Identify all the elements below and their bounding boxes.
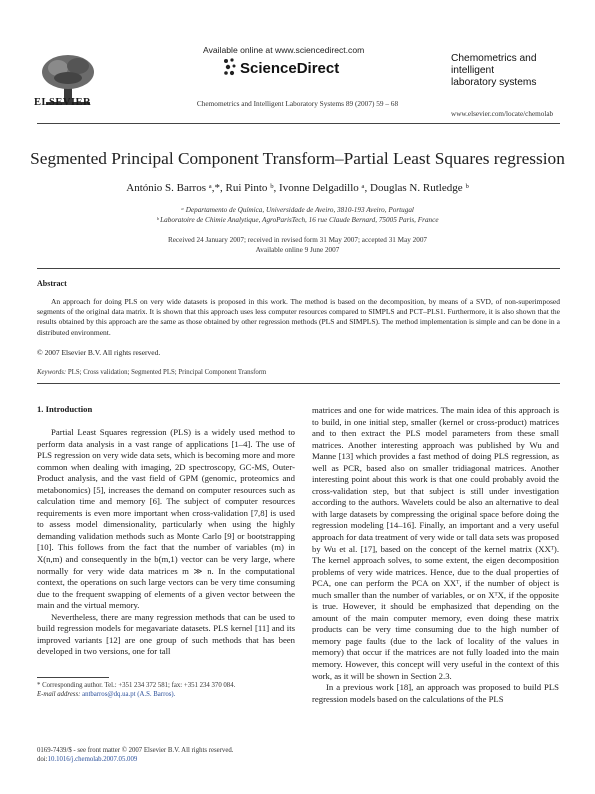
abstract-bottom-rule	[37, 383, 560, 384]
journal-brand-line-2: intelligent	[451, 65, 495, 76]
available-online-text[interactable]: Available online at www.sciencedirect.com	[203, 45, 365, 55]
author-list: António S. Barros ᵃ,*, Rui Pinto ᵇ, Ivonne Delgadillo ᵃ, Douglas N. Rutledge ᵇ	[126, 182, 469, 194]
received-dates: Received 24 January 2007; received in revised form 31 May 2007; accepted 31 May 2007	[167, 236, 428, 244]
doi-label: doi:	[37, 756, 48, 764]
intro-paragraph-3: matrices and one for wide matrices. The main idea of this approach is to build, in one initial step, smaller (kernel or cross-product) matrices and to then extract the PLS model parameters from these small matrices. Another interesting approach was published by Wu and Manne [13] which provides a fast method of doing PLS regression, as well as PCR, based also on smaller tridiagonal matrices. Another interesting point about this work is that one could probably avoid the cross-validation step, but that subject is still under investigation according to the authors. Wavelets could be also an alternative to deal with large datasets by compressing the original space before doing the regression modeling [14–16]. Finally, an important and a very useful approach for data treatment of very wide or tall data sets was proposed by Wu et al. [17], based on the concept of the kernel matrix (XXᵀ). The kernel approach solves, to some extent, the eigen decomposition problems of very wide matrices. Hence, due to the dual properties of PCA, one can perform the PCA on XXᵀ, if the number of object is much smaller than the number of variables, or on XᵀX, if the opposite is true. However, it should be emphasized that depending on the amount of the main computer memory, even doing these matrix products can be very time consuming due to the high number of memory page faults (due to the lack of locality of the values in memory) that occur if the matrices are not fully loaded into the main memory. However, this concept will very useful in the context of this work, as it will be shown in Section 2.3.	[312, 405, 559, 681]
affiliation-b: ᵇ Laboratoire de Chimie Analytique, AgroParisTech, 16 rue Claude Bernard, 75005 Paris, France	[156, 216, 439, 224]
available-date: Available online 9 June 2007	[255, 246, 340, 254]
corresponding-author-note: * Corresponding author. Tel.: +351 234 372 581; fax: +351 234 370 084.	[37, 682, 236, 689]
journal-brand	[451, 53, 537, 89]
article-identifiers	[37, 746, 233, 765]
abstract-body: An approach for doing PLS on very wide datasets is proposed in this work. The method is based on the decomposition, by means of a SVD, of non-superimposed segments of the original data matrix. It is shown that this approach uses less computer resources compared to SIMPLS and PCT–PLS1. Furthermore, it is also shown that the results obtained by this approach are the same as those obtained by other regression methods (PLS and SIMPLS). The method implementation is simple and can be done in a distributed environment.	[37, 297, 560, 337]
article-title: Segmented Principal Component Transform–Partial Least Squares regression	[30, 149, 565, 168]
footnote	[37, 681, 297, 700]
intro-paragraph-2: Nevertheless, there are many regression methods that can be used to build regression models for megavariate datasets. PLS kernel [11] and its improved variants [12] are one group of such methods that has been developed in two versions, one for tall	[37, 611, 295, 657]
header-rule	[37, 123, 560, 124]
keywords-label: Keywords:	[37, 369, 67, 376]
keywords-list: PLS; Cross validation; Segmented PLS; Principal Component Transform	[67, 369, 267, 376]
intro-paragraph-4: In a previous work [18], an approach was proposed to build PLS regression models based on the calculations of the PLS	[312, 682, 559, 704]
sciencedirect-brand: ScienceDirect	[240, 60, 340, 77]
abstract-top-rule	[37, 268, 560, 269]
keywords	[37, 369, 266, 376]
sciencedirect-mark-icon	[222, 57, 238, 79]
section-heading-introduction: 1. Introduction	[37, 404, 93, 414]
publisher-name: ELSEVIER	[34, 97, 92, 108]
footnote-rule	[37, 677, 109, 678]
intro-paragraph-1: Partial Least Squares regression (PLS) is a widely used method to perform data analysis in a vast range of applications [1–4]. The use of PLS regression on very wide data sets, which is becoming more and more common when dealing with imaging, 2D spectroscopy, GC-MS, Outer-Product analysis, and the vast field of GPM (genomic, proteomics and metabonomics) [5], increases the demand on computer resources such as calculation time and memory [6]. The subject of computer resources requirements is even more important when cross-validation [7,8] is used to assess model dimensionality, particularly when using the highly demanding validation methods such as Monte Carlo [9] or bootstrapping [10]. This follows from the fact that the number of variables (m) in X(n,m) and consequently in the b(m,1) vector can be very large, where normally for very wide data matrices m ≫ n. In the computational context, the operations on such large vectors can be very time consuming due to the frequent swapping of elements of a given vector between the main and the virtual memory.	[37, 427, 295, 611]
email-link[interactable]: antbarros@dq.ua.pt (A.S. Barros).	[82, 691, 176, 699]
body-column-right	[312, 405, 559, 705]
journal-url-link[interactable]: www.elsevier.com/locate/chemolab	[451, 110, 554, 118]
email-line	[37, 690, 297, 699]
abstract-heading: Abstract	[37, 279, 67, 288]
issn-line: 0169-7439/$ - see front matter © 2007 Elsevier B.V. All rights reserved.	[37, 747, 234, 754]
journal-citation: Chemometrics and Intelligent Laboratory Systems 89 (2007) 59 – 68	[196, 99, 399, 108]
journal-brand-line-3: laboratory systems	[451, 77, 537, 88]
email-label: E-mail address:	[37, 691, 81, 699]
doi-line	[37, 755, 233, 764]
affiliation-a: ᵃ Departamento de Química, Universidade de Aveiro, 3810-193 Aveiro, Portugal	[181, 206, 414, 214]
body-column-left	[37, 427, 295, 658]
journal-brand-line-1: Chemometrics and	[451, 53, 537, 64]
doi-link[interactable]: 10.1016/j.chemolab.2007.05.009	[47, 756, 138, 764]
abstract-copyright: © 2007 Elsevier B.V. All rights reserved.	[37, 348, 161, 357]
